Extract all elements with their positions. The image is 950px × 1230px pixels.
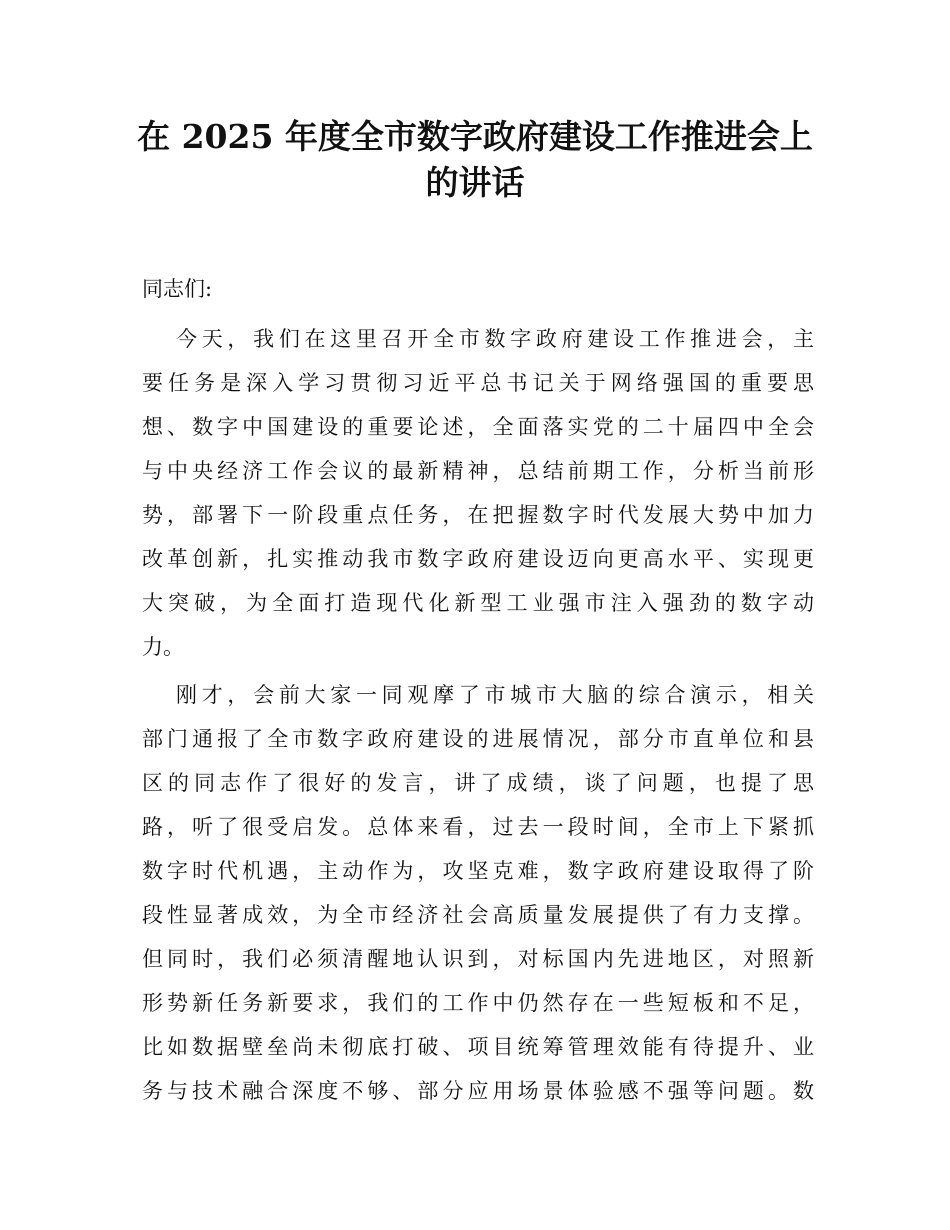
paragraph-2-line: 段性显著成效，为全市经济社会高质量发展提供了有力支撑。 (142, 903, 814, 927)
paragraph-2-line: 比如数据壁垒尚未彻底打破、项目统筹管理效能有待提升、业 (142, 1035, 814, 1059)
paragraph-1-line: 势，部署下一阶段重点任务，在把握数字时代发展大势中加力 (142, 503, 814, 527)
paragraph-2-line: 形势新任务新要求，我们的工作中仍然存在一些短板和不足， (142, 991, 814, 1015)
paragraph-2-line: 务与技术融合深度不够、部分应用场景体验感不强等问题。数 (142, 1079, 814, 1103)
paragraph-1-line: 大突破，为全面打造现代化新型工业强市注入强劲的数字动 (142, 591, 814, 615)
salutation: 同志们: (142, 277, 213, 301)
paragraph-1-line: 想、数字中国建设的重要论述，全面落实党的二十届四中全会 (142, 415, 814, 439)
document-title-line-2: 的讲话 (425, 163, 525, 202)
paragraph-1-line: 力。 (142, 635, 184, 659)
paragraph-1-line: 今天，我们在这里召开全市数字政府建设工作推进会，主 (176, 327, 814, 351)
paragraph-1-line: 要任务是深入学习贯彻习近平总书记关于网络强国的重要思 (142, 371, 814, 395)
paragraph-2-line: 部门通报了全市数字政府建设的进展情况，部分市直单位和县 (142, 727, 814, 751)
paragraph-2-line: 数字时代机遇，主动作为，攻坚克难，数字政府建设取得了阶 (142, 859, 814, 883)
document-title-line-1: 在 2025 年度全市数字政府建设工作推进会上 (137, 117, 813, 156)
paragraph-2-line: 路，听了很受启发。总体来看，过去一段时间，全市上下紧抓 (142, 815, 814, 839)
paragraph-1-line: 与中央经济工作会议的最新精神，总结前期工作，分析当前形 (142, 459, 814, 483)
paragraph-2-line: 刚才，会前大家一同观摩了市城市大脑的综合演示，相关 (176, 683, 814, 707)
paragraph-2-line: 区的同志作了很好的发言，讲了成绩，谈了问题，也提了思 (142, 771, 814, 795)
paragraph-2-line: 但同时，我们必须清醒地认识到，对标国内先进地区，对照新 (142, 947, 814, 971)
paragraph-1-line: 改革创新，扎实推动我市数字政府建设迈向更高水平、实现更 (142, 547, 814, 571)
